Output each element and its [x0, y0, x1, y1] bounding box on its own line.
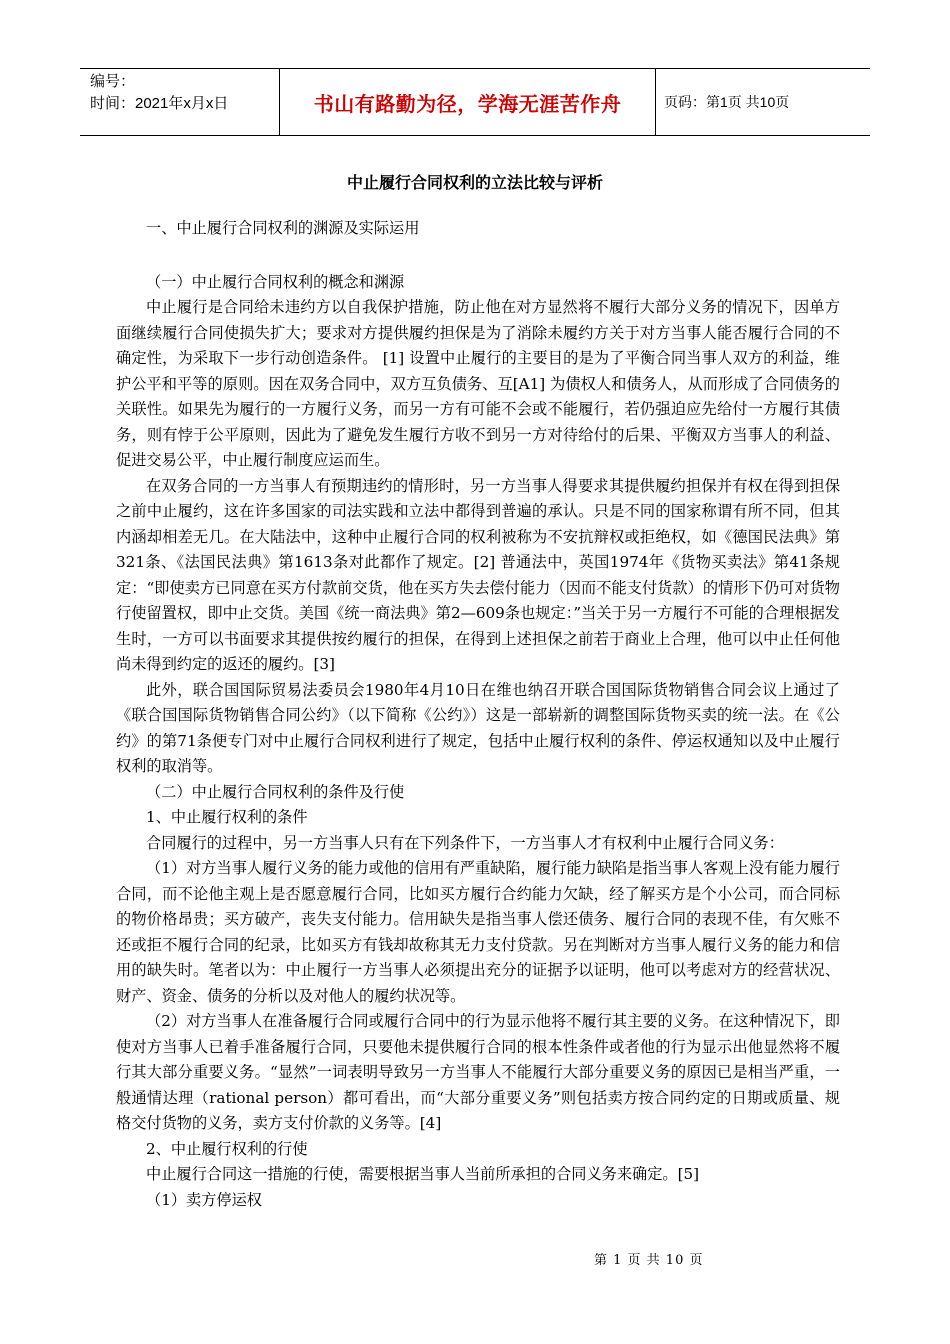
body-paragraph: 中止履行是合同给未违约方以自我保护措施，防止他在对方显然将不履行大部分义务的情况下，因单方面继续履行合同使损失扩大；要求对方提供履约担保是为了消除未履约方关于对方当事人能否履行合同的不确定性，为采取下一步行动创造条件。 [1] 设置中止履行的主要目的是为了平衡合同当事人双方的利益，维护公平和平等的原则。因在双务合同中，双方互负债务、互[A1] 为债权人和债务人，从而形成了合同债务的关联性。如果先为履行的一方履行义务，而另一方有可能不会或不能履行，若仍强迫应先给付一方履行其债务，则有悖于公平原则，因此为了避免发生履行方收不到另一方对待给付的后果、平衡双方当事人的利益、促进交易公平，中止履行制度应运而生。 — [116, 298, 840, 469]
body-paragraph: （1）对方当事人履行义务的能力或他的信用有严重缺陷，履行能力缺陷是指当事人客观上没有能力履行合同，而不论他主观上是否愿意履行合同，比如买方履行合约能力欠缺，经了解买方是个小公司，而合同标的物价格昂贵；买方破产，丧失支付能力。信用缺失是指当事人偿还债务、履行合同的表现不佳，有欠账不还或拒不履行合同的纪录，比如买方有钱却故称其无力支付贷款。另在判断对方当事人履行义务的能力和信用的缺失时。笔者以为：中止履行一方当事人必须提出充分的证据予以证明，他可以考虑对方的经营状况、财产、资金、债务的分析以及对他人的履约状况等。 — [116, 859, 840, 1005]
document-header — [80, 68, 870, 136]
header-motto-cell — [280, 69, 656, 135]
document-body — [116, 216, 840, 1213]
item-heading: 1、中止履行权利的条件 — [146, 808, 308, 826]
document-title: 中止履行合同权利的立法比较与评析 — [346, 173, 603, 192]
page-footer: 第 1 页 共 10 页 — [594, 1253, 704, 1268]
header-page-cell — [656, 69, 870, 135]
item-heading: （1）卖方停运权 — [146, 1190, 262, 1209]
body-paragraph: （2）对方当事人在准备履行合同或履行合同中的行为显示他将不履行其主要的义务。在这种情况下，即使对方当事人已着手准备履行合同，只要他未提供履行合同的根本性条件或者他的行为显示出他显然将不履行其大部分重要义务。“显然”一词表明导致另一方当事人不能履行大部分重要义务的原因已是相当严重，一般通情达理（rational person）都可看出，而“大部分重要义务”则包括卖方按合同约定的日期或质量、规格交付货物的义务，卖方支付价款的义务等。[4] — [116, 1012, 840, 1132]
motto-text: 书山有路勤为径，学海无涯苦作舟 — [313, 91, 622, 116]
number-label: 编号： — [90, 73, 136, 90]
subsection-heading: （二）中止履行合同权利的条件及行使 — [146, 782, 405, 801]
item-heading: 2、中止履行权利的行使 — [146, 1139, 308, 1158]
section-heading: 一、中止履行合同权利的渊源及实际运用 — [146, 219, 420, 237]
body-paragraph: 此外，联合国国际贸易法委员会1980年4月10日在维也纳召开联合国国际货物销售合同会议上通过了《联合国国际货物销售合同公约》（以下简称《公约》）这是一部崭新的调整国际货物买卖的统一法。在《公约》的第71条便专门对中止履行合同权利进行了规定，包括中止履行权利的条件、停运权通知以及中止履行权利的取消等。 — [116, 680, 840, 775]
body-paragraph: 在双务合同的一方当事人有预期违约的情形时，另一方当事人得要求其提供履约担保并有权在得到担保之前中止履约，这在许多国家的司法实践和立法中都得到普遍的承认。只是不同的国家称谓有所不同，但其内涵却相差无几。在大陆法中，这种中止履行合同的权利被称为不安抗辩权或拒绝权，如《德国民法典》第321条、《法国民法典》第1613条对此都作了规定。[2] 普通法中，英国1974年《货物买卖法》第41条规定：“即使卖方已同意在买方付款前交货，他在买方失去偿付能力（因而不能支付货款）的情形下仍可对货物行使留置权，即中止交货。美国《统一商法典》第2—609条也规定：”当关于另一方履行不可能的合理根据发生时，一方可以书面要求其提供按约履行的担保，在得到上述担保之前若于商业上合理，他可以中止任何他尚未得到约定的返还的履约。[3] — [116, 476, 840, 673]
header-meta-cell — [80, 69, 280, 135]
subsection-heading: （一）中止履行合同权利的概念和渊源 — [146, 272, 405, 291]
time-label: 时间：2021年x月x日 — [90, 95, 229, 112]
body-paragraph: 合同履行的过程中，另一方当事人只有在下列条件下，一方当事人才有权利中止履行合同义务： — [146, 833, 784, 852]
body-paragraph: 中止履行合同这一措施的行使，需要根据当事人当前所承担的合同义务来确定。[5] — [146, 1165, 700, 1183]
page-info: 页码：第1页 共10页 — [664, 94, 790, 110]
